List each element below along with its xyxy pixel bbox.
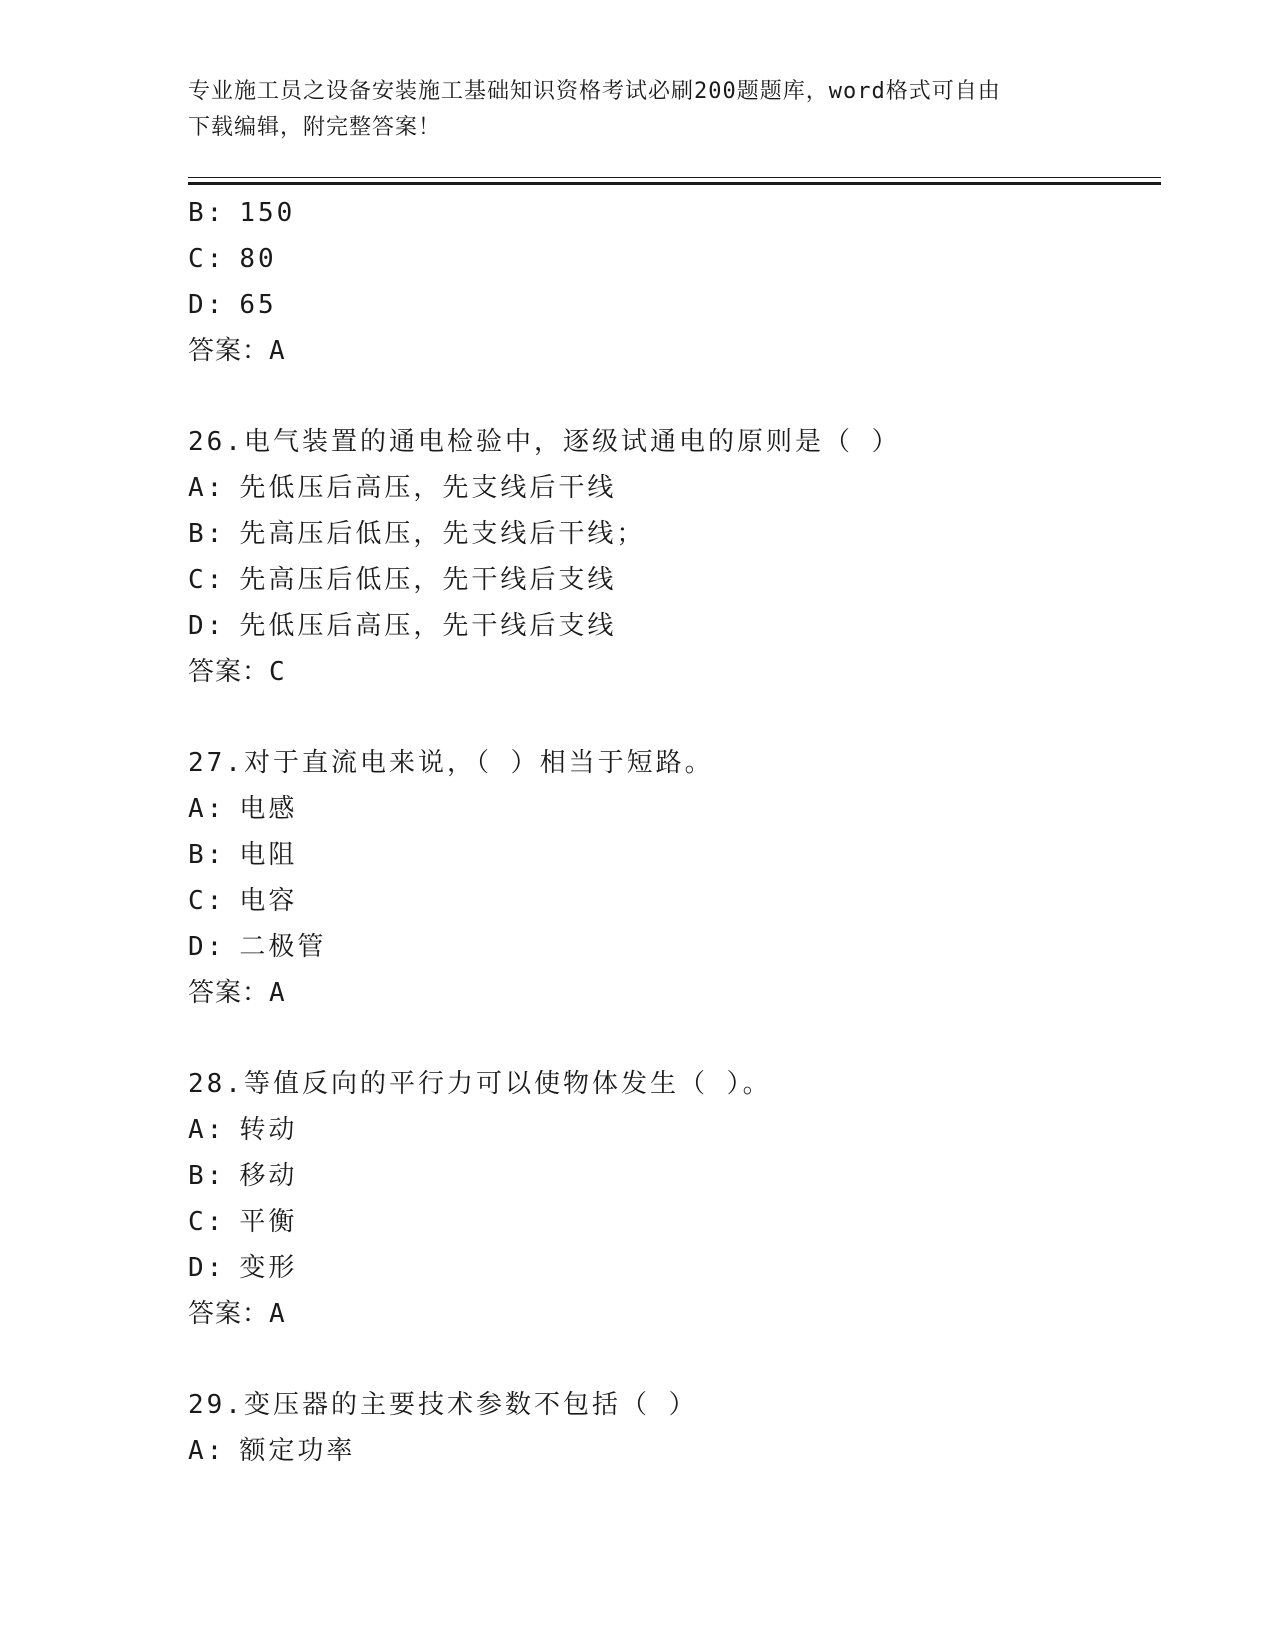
option-letter: B:	[188, 1161, 226, 1191]
option-text: 先高压后低压，先干线后支线	[239, 565, 617, 595]
question-block-27	[188, 740, 1161, 1016]
option-c	[188, 236, 1161, 282]
answer-label: 答案：	[188, 336, 270, 366]
option-text: 先低压后高压，先干线后支线	[239, 611, 617, 641]
answer-value: A	[269, 978, 286, 1008]
answer-line	[188, 970, 1161, 1016]
option-d	[188, 282, 1161, 328]
answer-label: 答案：	[188, 1299, 270, 1329]
option-text: 移动	[239, 1161, 298, 1191]
option-letter: D:	[188, 611, 226, 641]
option-letter: B:	[188, 840, 226, 870]
option-a	[188, 1107, 1161, 1153]
option-d	[188, 603, 1161, 649]
header-title-line-2: 下载编辑，附完整答案！	[188, 115, 442, 140]
answer-label: 答案：	[188, 978, 270, 1008]
answer-line	[188, 1291, 1161, 1337]
option-d	[188, 924, 1161, 970]
option-b	[188, 1153, 1161, 1199]
option-d	[188, 1245, 1161, 1291]
option-b	[188, 832, 1161, 878]
spacer	[188, 374, 1161, 419]
page-header	[188, 74, 1088, 146]
answer-value: A	[269, 336, 286, 366]
question-stem: 29.变压器的主要技术参数不包括（ ）	[188, 1390, 698, 1420]
answer-line	[188, 649, 1161, 695]
option-b	[188, 511, 1161, 557]
option-text: 额定功率	[239, 1436, 356, 1466]
option-letter: C:	[188, 565, 226, 595]
option-text: 先高压后低压，先支线后干线；	[239, 519, 646, 549]
header-title-line-1: 专业施工员之设备安装施工基础知识资格考试必刷200题题库，word格式可自由	[188, 79, 1001, 104]
option-letter: B:	[188, 519, 226, 549]
option-text: 电阻	[239, 840, 298, 870]
option-text: 先低压后高压，先支线后干线	[239, 473, 617, 503]
option-text: 电感	[239, 794, 298, 824]
option-letter: C:	[188, 1207, 226, 1237]
option-text: 变形	[239, 1253, 298, 1283]
header-rule-thin	[188, 177, 1161, 178]
spacer	[188, 1337, 1161, 1382]
option-letter: A:	[188, 794, 226, 824]
header-rule-thick	[188, 182, 1161, 185]
option-letter: A:	[188, 473, 226, 503]
question-stem: 27.对于直流电来说，（ ）相当于短路。	[188, 748, 714, 778]
option-text: 二极管	[239, 932, 327, 962]
option-a	[188, 465, 1161, 511]
option-letter: D:	[188, 290, 226, 320]
question-block-26	[188, 419, 1161, 695]
option-text: 平衡	[239, 1207, 298, 1237]
option-a	[188, 1428, 1161, 1474]
question-list	[188, 190, 1161, 1474]
question-stem: 26.电气装置的通电检验中，逐级试通电的原则是（ ）	[188, 427, 901, 457]
answer-value: A	[269, 1299, 286, 1329]
option-text: 65	[239, 290, 277, 320]
option-c	[188, 878, 1161, 924]
option-letter: B:	[188, 198, 226, 228]
spacer	[188, 1016, 1161, 1061]
option-letter: C:	[188, 244, 226, 274]
option-b	[188, 190, 1161, 236]
spacer	[188, 695, 1161, 740]
option-text: 150	[239, 198, 296, 228]
answer-line	[188, 328, 1161, 374]
option-text: 电容	[239, 886, 298, 916]
question-stem: 28.等值反向的平行力可以使物体发生（ ）。	[188, 1069, 772, 1099]
option-text: 转动	[239, 1115, 298, 1145]
option-text: 80	[239, 244, 277, 274]
option-a	[188, 786, 1161, 832]
option-letter: C:	[188, 886, 226, 916]
option-c	[188, 557, 1161, 603]
answer-value: C	[269, 657, 286, 687]
question-block-28	[188, 1061, 1161, 1337]
option-letter: A:	[188, 1436, 226, 1466]
option-letter: D:	[188, 932, 226, 962]
question-block-prev	[188, 190, 1161, 374]
option-c	[188, 1199, 1161, 1245]
option-letter: D:	[188, 1253, 226, 1283]
question-block-29	[188, 1382, 1161, 1474]
option-letter: A:	[188, 1115, 226, 1145]
answer-label: 答案：	[188, 657, 270, 687]
